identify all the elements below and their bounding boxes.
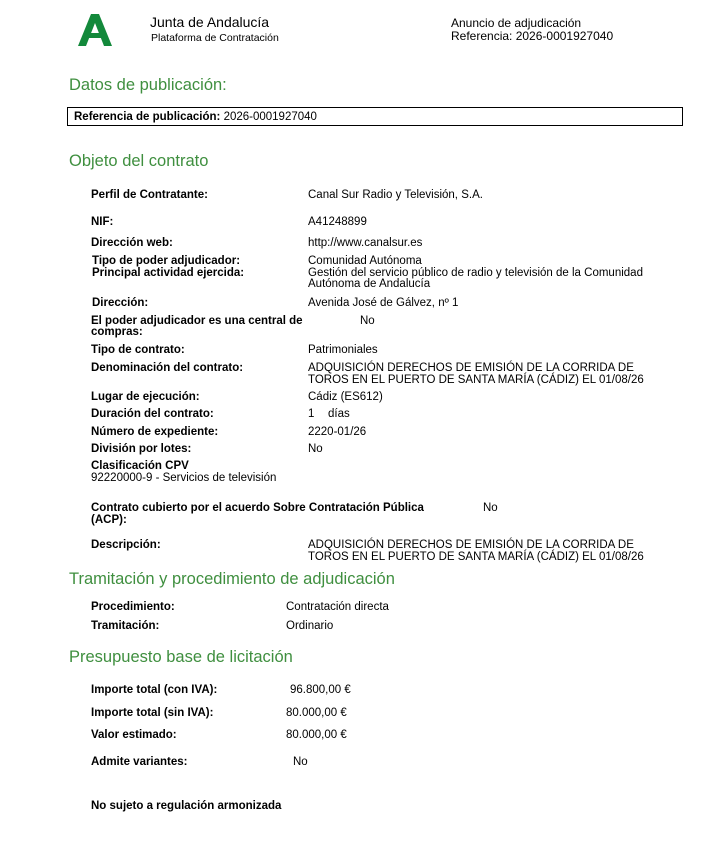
regulacion-armonizada-note: No sujeto a regulación armonizada <box>91 800 282 812</box>
expediente-value: 2220-01/26 <box>308 426 367 438</box>
direccion-value: Avenida José de Gálvez, nº 1 <box>308 297 459 309</box>
actividad-value-line1: Gestión del servicio público de radio y televisión de la Comunidad <box>308 267 643 279</box>
cpv-value: 92220000-9 - Servicios de televisión <box>91 472 277 484</box>
variantes-label: Admite variantes: <box>91 756 188 768</box>
cpv-label: Clasificación CPV <box>91 460 189 472</box>
actividad-value-line2: Autónoma de Andalucía <box>308 278 431 290</box>
central-compras-label-line1: El poder adjudicador es una central de <box>91 315 303 327</box>
procedimiento-value: Contratación directa <box>286 601 389 613</box>
doc-type: Anuncio de adjudicación <box>451 16 582 30</box>
lugar-value: Cádiz (ES612) <box>308 391 383 403</box>
lotes-label: División por lotes: <box>91 443 192 455</box>
descripcion-value-line2: TOROS EN EL PUERTO DE SANTA MARÍA (CÁDIZ) EL 01/08/26 <box>308 551 644 563</box>
denominacion-value-line2: TOROS EN EL PUERTO DE SANTA MARÍA (CÁDIZ) EL 01/08/26 <box>308 374 644 386</box>
tipo-contrato-label: Tipo de contrato: <box>91 344 185 356</box>
web-label: Dirección web: <box>91 237 173 249</box>
tramitacion-value: Ordinario <box>286 620 334 632</box>
lugar-label: Lugar de ejecución: <box>91 391 200 403</box>
importe-con-iva-value: 96.800,00 € <box>290 684 351 696</box>
actividad-label: Principal actividad ejercida: <box>92 267 245 279</box>
variantes-value: No <box>293 756 308 768</box>
header-reference: Referencia: 2026-0001927040 <box>451 29 614 43</box>
acp-label-line2: (ACP): <box>91 514 127 526</box>
expediente-label: Número de expediente: <box>91 426 219 438</box>
valor-estimado-value: 80.000,00 € <box>286 729 347 741</box>
junta-andalucia-logo-icon <box>78 14 112 46</box>
importe-sin-iva-label: Importe total (sin IVA): <box>91 707 214 719</box>
web-value: http://www.canalsur.es <box>308 237 423 249</box>
acp-label-line1: Contrato cubierto por el acuerdo Sobre Contratación Pública <box>91 502 424 514</box>
tipo-poder-value: Comunidad Autónoma <box>308 255 422 267</box>
publication-reference-value: 2026-0001927040 <box>223 111 317 123</box>
publication-reference-label: Referencia de publicación: <box>74 111 221 123</box>
perfil-value: Canal Sur Radio y Televisión, S.A. <box>308 189 483 201</box>
denominacion-label: Denominación del contrato: <box>91 362 244 374</box>
publication-reference-box <box>67 107 683 126</box>
denominacion-value-line1: ADQUISICIÓN DERECHOS DE EMISIÓN DE LA CORRIDA DE <box>308 362 634 374</box>
org-subtitle: Plataforma de Contratación <box>151 32 279 44</box>
descripcion-label: Descripción: <box>91 539 161 551</box>
tramitacion-label: Tramitación: <box>91 620 160 632</box>
descripcion-value-line1: ADQUISICIÓN DERECHOS DE EMISIÓN DE LA CORRIDA DE <box>308 539 634 551</box>
duracion-label: Duración del contrato: <box>91 408 214 420</box>
perfil-label: Perfil de Contratante: <box>91 189 208 201</box>
tipo-contrato-value: Patrimoniales <box>308 344 378 356</box>
central-compras-value: No <box>360 315 375 327</box>
valor-estimado-label: Valor estimado: <box>91 729 177 741</box>
direccion-label: Dirección: <box>92 297 149 309</box>
lotes-value: No <box>308 443 323 455</box>
org-name: Junta de Andalucía <box>150 14 270 30</box>
procedimiento-label: Procedimiento: <box>91 601 175 613</box>
nif-value: A41248899 <box>308 216 367 228</box>
section-title-publicacion: Datos de publicación: <box>69 76 227 94</box>
tipo-poder-label: Tipo de poder adjudicador: <box>92 255 241 267</box>
section-title-presupuesto: Presupuesto base de licitación <box>69 648 293 666</box>
nif-label: NIF: <box>91 216 114 228</box>
duracion-value: 1 <box>308 408 315 420</box>
section-title-objeto: Objeto del contrato <box>69 152 209 170</box>
central-compras-label-line2: compras: <box>91 326 143 338</box>
acp-value: No <box>483 502 498 514</box>
importe-sin-iva-value: 80.000,00 € <box>286 707 347 719</box>
section-title-tramitacion: Tramitación y procedimiento de adjudicación <box>69 570 395 588</box>
duracion-unit: días <box>328 408 350 420</box>
importe-con-iva-label: Importe total (con IVA): <box>91 684 218 696</box>
